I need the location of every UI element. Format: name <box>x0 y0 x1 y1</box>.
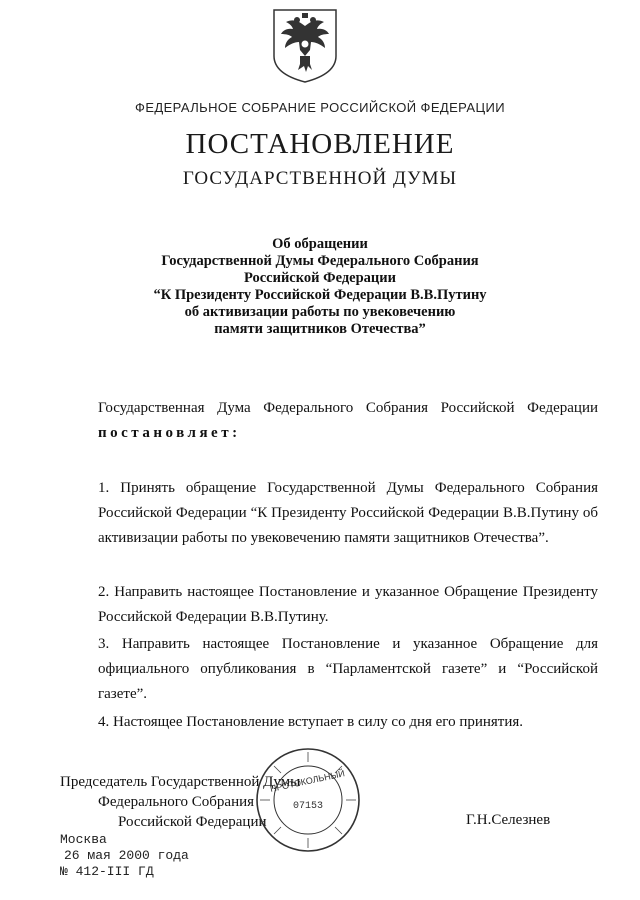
seal-text: ПРОТОКОЛЬНЫЙ <box>269 768 346 794</box>
signatory-name: Г.Н.Селезнев <box>466 812 551 828</box>
document-footer <box>60 832 189 880</box>
item-4: 4. Настоящее Постановление вступает в силу со дня его принятия. <box>98 714 524 730</box>
subject-line: об активизации работы по увековечению <box>184 304 456 320</box>
seal-number: 07153 <box>292 801 324 812</box>
subject-line: памяти защитников Отечества” <box>214 321 426 337</box>
position-line: Председатель Государственной Думы <box>60 774 301 790</box>
position-line: Федерального Собрания <box>98 794 255 810</box>
subject-line: Государственной Думы Федерального Собрания <box>161 253 479 269</box>
position-line: Российской Федерации <box>118 814 267 830</box>
document-subtitle: ГОСУДАРСТВЕННОЙ ДУМЫ <box>182 168 458 189</box>
document-subject <box>0 236 640 338</box>
preamble <box>60 396 598 446</box>
document-title: ПОСТАНОВЛЕНИЕ <box>185 128 455 160</box>
subject-line: “К Президенту Российской Федерации В.В.Путину <box>153 287 487 303</box>
footer-date: 26 мая 2000 года <box>64 848 189 863</box>
double-headed-eagle-emblem-icon <box>270 4 340 84</box>
round-seal-stamp-icon <box>254 746 362 854</box>
organization-header: ФЕДЕРАЛЬНОЕ СОБРАНИЕ РОССИЙСКОЙ ФЕДЕРАЦИИ <box>135 100 505 115</box>
item-2: 2. Направить настоящее Постановление и указанное Обращение Президенту Российской Федерации В.В.Путину. <box>98 584 598 625</box>
footer-city: Москва <box>60 832 107 847</box>
subject-line: Об обращении <box>272 236 368 252</box>
preamble-text: Государственная Дума Федерального Собрания Российской Федерации <box>98 400 598 416</box>
item-1: 1. Принять обращение Государственной Думы Федерального Собрания Российской Федерации “К Президенту Российской Федерации В.В.Путину об активизации работы по увековечению памяти защитников Отечества”. <box>98 480 598 546</box>
decree-word: постановляет: <box>98 425 241 441</box>
footer-number: № 412-III ГД <box>60 864 154 879</box>
item-3: 3. Направить настоящее Постановление и указанное Обращение для официального опубликования в “Парламентской газете” и “Российской газете”. <box>98 636 598 702</box>
subject-line: Российской Федерации <box>243 270 396 286</box>
